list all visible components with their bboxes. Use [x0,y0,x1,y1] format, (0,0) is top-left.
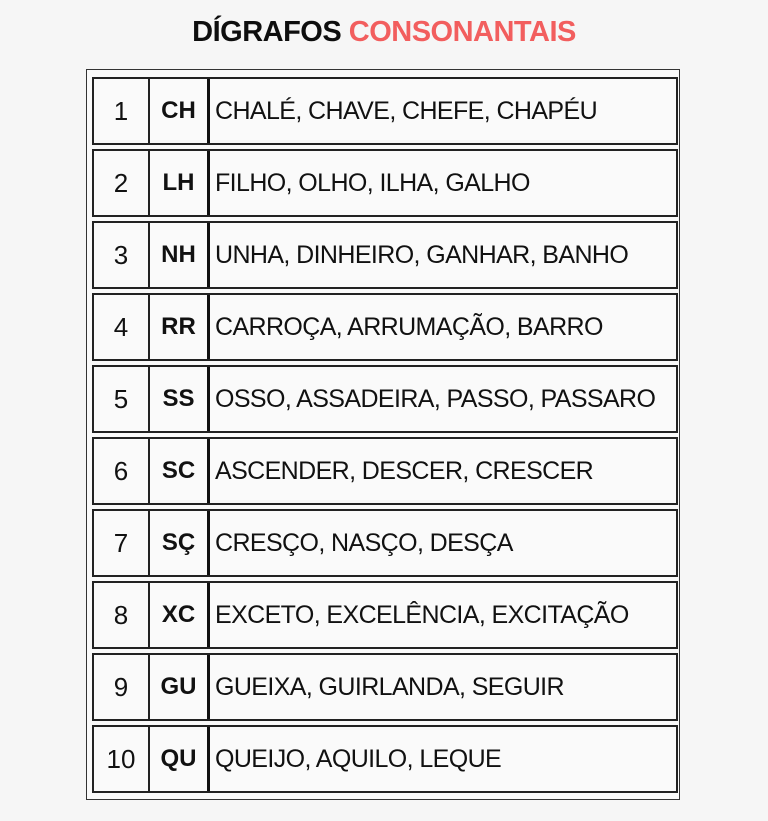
row-number: 8 [92,583,148,647]
digraph-cell: SÇ [148,511,207,575]
table-row [92,437,678,505]
examples-cell: FILHO, OLHO, ILHA, GALHO [207,151,678,215]
examples-cell: ASCENDER, DESCER, CRESCER [207,439,678,503]
examples-cell: QUEIJO, AQUILO, LEQUE [207,727,678,791]
digraph-cell: GU [148,655,207,719]
table-row [92,293,678,361]
row-number: 10 [92,727,148,791]
table-row [92,77,678,145]
digraph-cell: CH [148,79,207,143]
table-row [92,509,678,577]
row-number: 7 [92,511,148,575]
table-row [92,581,678,649]
row-number: 6 [92,439,148,503]
row-number: 1 [92,79,148,143]
table-row [92,221,678,289]
examples-cell: CHALÉ, CHAVE, CHEFE, CHAPÉU [207,79,678,143]
digraph-cell: NH [148,223,207,287]
digraph-cell: LH [148,151,207,215]
row-number: 4 [92,295,148,359]
examples-cell: UNHA, DINHEIRO, GANHAR, BANHO [207,223,678,287]
page-title [0,14,768,50]
row-number: 2 [92,151,148,215]
table-row [92,365,678,433]
digraph-cell: SC [148,439,207,503]
examples-cell: EXCETO, EXCELÊNCIA, EXCITAÇÃO [207,583,678,647]
digraph-cell: QU [148,727,207,791]
table-row [92,149,678,217]
examples-cell: OSSO, ASSADEIRA, PASSO, PASSARO [207,367,678,431]
table-row [92,725,678,793]
examples-cell: CRESÇO, NASÇO, DESÇA [207,511,678,575]
examples-cell: GUEIXA, GUIRLANDA, SEGUIR [207,655,678,719]
table-row [92,653,678,721]
examples-cell: CARROÇA, ARRUMAÇÃO, BARRO [207,295,678,359]
digraph-cell: SS [148,367,207,431]
row-number: 9 [92,655,148,719]
title-part-2: CONSONANTAIS [348,16,576,48]
row-number: 3 [92,223,148,287]
row-number: 5 [92,367,148,431]
digraph-cell: XC [148,583,207,647]
title-part-1: DÍGRAFOS [192,16,342,48]
digraph-cell: RR [148,295,207,359]
